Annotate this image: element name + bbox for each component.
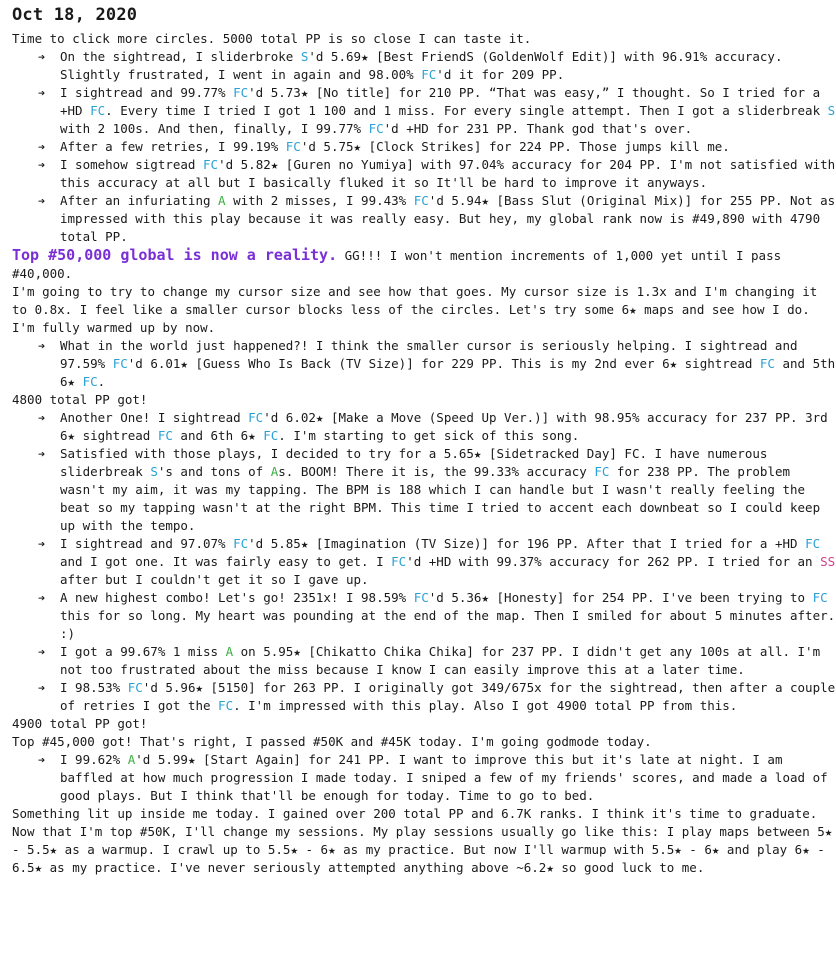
grade-fc: FC: [90, 103, 106, 118]
bullet-list-3: [12, 409, 836, 715]
list-item-text: I 98.53%: [60, 680, 128, 695]
list-item-text: 'd +HD for 231 PP. Thank god that's over.: [383, 121, 693, 136]
grade-fc: FC: [759, 356, 775, 371]
grade-fc: FC: [127, 680, 143, 695]
list-item: [38, 337, 836, 391]
list-item-text: with 2 100s. And then, finally, I 99.77%: [60, 121, 369, 136]
list-item-text: What in the world just happened?! I think the smaller cursor is seriously helping. I sightread and 97.59%: [60, 338, 798, 371]
arrow-right-icon: ➔: [38, 140, 46, 154]
list-item-text: with 2 misses, I 99.43%: [225, 193, 414, 208]
list-item-text: 'd 5.75★ [Clock Strikes] for 224 PP. Those jumps kill me.: [300, 139, 730, 154]
arrow-right-icon: ➔: [38, 681, 46, 695]
list-item: [38, 84, 836, 138]
grade-fc: FC: [805, 536, 821, 551]
list-item-text: . I'm impressed with this play. Also I got 4900 total PP from this.: [233, 698, 738, 713]
grade-fc: FC: [263, 428, 279, 443]
outro-paragraph: Something lit up inside me today. I gained over 200 total PP and 6.7K ranks. I think it's time to graduate. Now that I'm top #50K, I'll change my sessions. My play sessions usually go like this: I play maps between 5★ - 5.5★ as a warmup. I crawl up to 5.5★ - 6★ as my practice. But now I'll warmup with 5.5★ - 6★ and play 6★ - 6.5★ as my practice. I've never seriously attempted anything above ~6.2★ so good luck to me.: [12, 806, 833, 875]
milestone-text: GG!!! I won't mention increments of 1,000 yet until I pass #40,000.: [12, 248, 782, 281]
list-item: [38, 445, 836, 535]
list-item-text: for 238 PP. The problem wasn't my aim, it was my tapping. The BPM is 188 which I can handle but I wasn't really feeling the beat so my tapping wasn't at the right BPM. This time I tried to accent each downbeat so I could keep up with the tempo.: [60, 464, 821, 533]
list-item-text: . I'm starting to get sick of this song.: [278, 428, 580, 443]
grade-a: A: [225, 644, 234, 659]
list-item-text: 'd 5.96★ [5150] for 263 PP. I originally got 349/675x for the sightread, then after a couple of retries I got the: [60, 680, 836, 713]
grade-fc: FC: [112, 356, 128, 371]
grade-fc: FC: [285, 139, 301, 154]
arrow-right-icon: ➔: [38, 158, 46, 172]
list-item: [38, 409, 836, 445]
list-item-text: after but I couldn't get it so I gave up.: [60, 572, 369, 587]
list-item-text: 'd 5.99★ [Start Again] for 241 PP. I want to improve this but it's late at night. I am baffled at how much progression I made today. I sniped a few of my friends' scores, and made a load of good plays. But I think that'll be enough for today. Time to go to bed.: [60, 752, 828, 803]
list-item: [38, 192, 836, 246]
cursor-paragraph: I'm going to try to change my cursor size and see how that goes. My cursor size is 1.3x and I'm changing it to 0.8x. I feel like a smaller cursor blocks less of the circles. Let's try some 6★ maps and see how I do. I'm fully warmed up by now.: [12, 284, 818, 335]
list-item: [38, 679, 836, 715]
list-item-text: Another One! I sightread: [60, 410, 249, 425]
list-item-text: 'd 5.73★ [No title] for 210 PP. “That was easy,” I thought. So I tried for a +HD: [60, 85, 821, 118]
arrow-right-icon: ➔: [38, 50, 46, 64]
milestone-highlight: Top #50,000 global is now a reality.: [12, 246, 338, 264]
milestone-paragraph: [12, 246, 836, 283]
list-item-text: and 6th 6★: [172, 428, 264, 443]
list-item-text: I somehow sigtread: [60, 157, 203, 172]
grade-fc: FC: [594, 464, 610, 479]
list-item: [38, 48, 836, 84]
list-item-text: 'd 5.82★ [Guren no Yumiya] with 97.04% accuracy for 204 PP. I'm not satisfied with this accuracy at all but I basically fluked it so It'll be hard to improve it anyways.: [60, 157, 836, 190]
list-item: [38, 751, 836, 805]
list-item-text: After an infuriating: [60, 193, 219, 208]
grade-sk: S: [150, 464, 158, 479]
list-item-text: 'd 6.02★ [Make a Move (Speed Up Ver.)] with 98.95% accuracy for 237 PP. 3rd 6★ sightread: [60, 410, 828, 443]
bullet-list-4: [12, 751, 836, 805]
list-item-text: 's and tons of: [157, 464, 271, 479]
list-item-text: 'd it for 209 PP.: [436, 67, 565, 82]
grade-a: A: [270, 464, 279, 479]
arrow-right-icon: ➔: [38, 447, 46, 461]
list-item-text: 'd 5.85★ [Imagination (TV Size)] for 196 PP. After that I tried for a +HD: [248, 536, 806, 551]
arrow-right-icon: ➔: [38, 591, 46, 605]
list-item-text: A new highest combo! Let's go! 2351x! I 98.59%: [60, 590, 414, 605]
grade-fc: FC: [413, 590, 429, 605]
list-item-text: this for so long. My heart was pounding at the end of the map. Then I smiled for about 5 minutes after. :): [60, 608, 836, 641]
grade-fc: FC: [391, 554, 407, 569]
grade-fc: FC: [218, 698, 234, 713]
grade-fc: FC: [248, 410, 264, 425]
grade-a: A: [127, 752, 136, 767]
grade-fc: FC: [812, 590, 828, 605]
list-item-text: .: [97, 374, 106, 389]
arrow-right-icon: ➔: [38, 753, 46, 767]
grade-fc: FC: [82, 374, 98, 389]
list-item: [38, 535, 836, 589]
arrow-right-icon: ➔: [38, 645, 46, 659]
list-item-text: on 5.95★ [Chikatto Chika Chika] for 237 PP. I didn't get any 100s at all. I'm not too frustrated about the miss because I know I can easily improve this at a later time.: [60, 644, 821, 677]
list-item: [38, 643, 836, 679]
list-item-text: On the sightread, I sliderbroke: [60, 49, 301, 64]
arrow-right-icon: ➔: [38, 86, 46, 100]
list-item-text: and 5th 6★: [60, 356, 836, 389]
grade-fc: FC: [413, 193, 429, 208]
pp-4900-line: 4900 total PP got!: [12, 716, 148, 731]
arrow-right-icon: ➔: [38, 537, 46, 551]
list-item-text: . Every time I tried I got 1 100 and 1 miss. For every single attempt. Then I got a sliderbreak: [105, 103, 828, 118]
pp-4800-line: 4800 total PP got!: [12, 392, 148, 407]
list-item-text: I sightread and 99.77%: [60, 85, 234, 100]
grade-sk: S: [300, 49, 309, 64]
list-item-text: 'd 6.01★ [Guess Who Is Back (TV Size)] for 229 PP. This is my 2nd ever 6★ sightread: [127, 356, 760, 371]
list-item-text: 'd 5.69★ [Best FriendS (GoldenWolf Edit)] with 96.91% accuracy. Slightly frustrated, I went in again and 98.00%: [60, 49, 783, 82]
grade-fc: FC: [233, 536, 249, 551]
arrow-right-icon: ➔: [38, 411, 46, 425]
grade-fc: FC: [157, 428, 173, 443]
list-item-text: I got a 99.67% 1 miss: [60, 644, 226, 659]
list-item: [38, 138, 836, 156]
top-45k-line: Top #45,000 got! That's right, I passed #50K and #45K today. I'm going godmode today.: [12, 734, 652, 749]
list-item-text: 'd +HD with 99.37% accuracy for 262 PP. I tried for an: [406, 554, 821, 569]
bullet-list-2: [12, 337, 836, 391]
list-item-text: and I got one. It was fairly easy to get. I: [60, 554, 392, 569]
arrow-right-icon: ➔: [38, 194, 46, 208]
list-item-text: I 99.62%: [60, 752, 128, 767]
list-item-text: 'd 5.36★ [Honesty] for 254 PP. I've been trying to: [428, 590, 813, 605]
list-item-text: s. BOOM! There it is, the 99.33% accuracy: [278, 464, 595, 479]
list-item: [38, 156, 836, 192]
entry-date: Oct 18, 2020: [12, 5, 138, 25]
arrow-right-icon: ➔: [38, 339, 46, 353]
intro-paragraph: Time to click more circles. 5000 total PP is so close I can taste it.: [12, 31, 532, 46]
list-item: [38, 589, 836, 643]
grade-ss: SS: [820, 554, 836, 569]
grade-fc: FC: [203, 157, 219, 172]
list-item-text: 'd 5.94★ [Bass Slut (Original Mix)] for 255 PP. Not as impressed with this play because it was really easy. But hey, my global rank now is #49,890 with 4790 total PP.: [60, 193, 836, 244]
grade-a: A: [218, 193, 226, 208]
grade-fc: FC: [421, 67, 437, 82]
grade-fc: FC: [368, 121, 384, 136]
grade-sk: S: [827, 103, 836, 118]
list-item-text: After a few retries, I 99.19%: [60, 139, 286, 154]
list-item-text: Satisfied with those plays, I decided to try for a 5.65★ [Sidetracked Day] FC. I have numerous sliderbreak: [60, 446, 768, 479]
bullet-list-1: [12, 48, 836, 246]
list-item-text: I sightread and 97.07%: [60, 536, 234, 551]
grade-fc: FC: [233, 85, 249, 100]
